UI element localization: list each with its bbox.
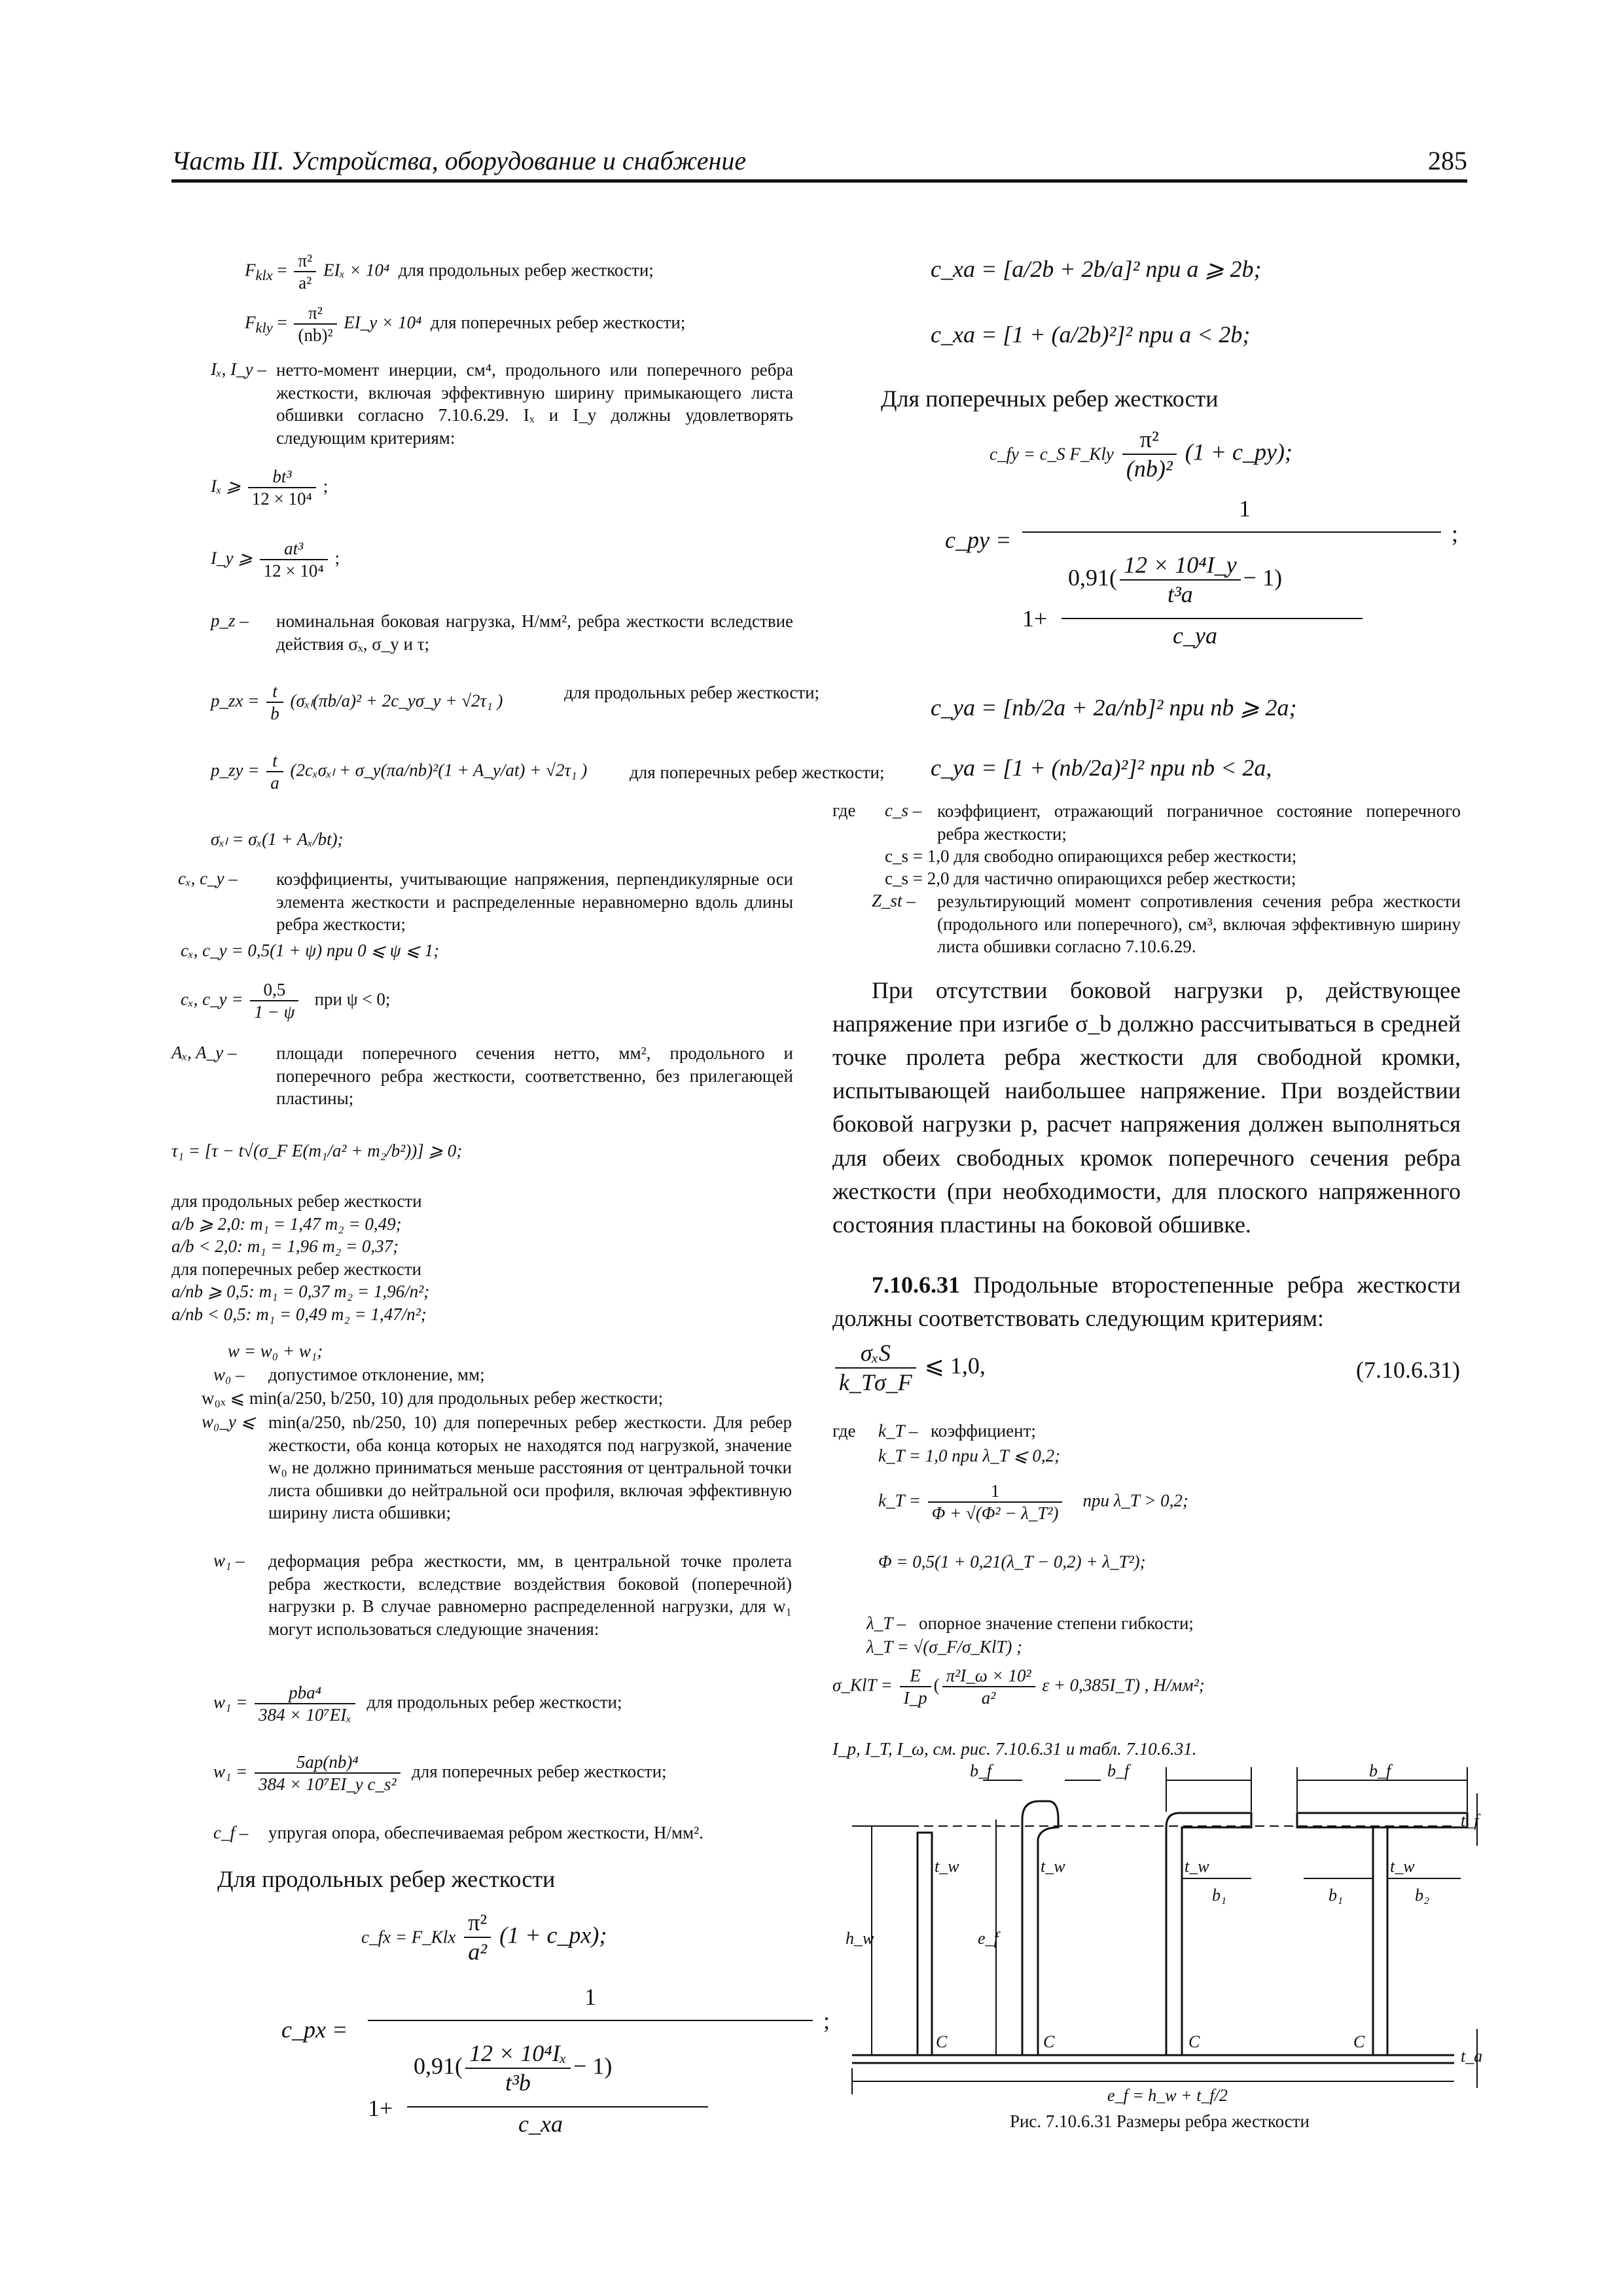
ip-reference: I_p, I_T, I_ω, см. рис. 7.10.6.31 и табл. 7.10.6.31. bbox=[832, 1739, 1197, 1759]
symbol-kt: k_T – bbox=[878, 1421, 918, 1441]
symbol-ixiy: Iₓ, I_y – bbox=[211, 359, 266, 379]
formula-sxe: σₓₗ = σₓ(1 + Aₓ/bt); bbox=[211, 829, 344, 849]
label-tf: t_f bbox=[1461, 1811, 1479, 1830]
symbol-axay: Aₓ, A_y – bbox=[171, 1043, 237, 1062]
def-w0y: min(a/250, nb/250, 10) для поперечных ребер жесткости. Для ребер жесткости, оба конца которых не находятся под нагрузкой, значение w₀ не должно приниматься меньше расстояния от центральной точки листа обшивки до нейтральной оси профиля, включая эффективную ширину листа обшивки; bbox=[268, 1412, 792, 1523]
symbol-w0y: w₀_y ⩽ bbox=[202, 1412, 256, 1431]
label-c-1: C bbox=[936, 2032, 948, 2051]
formula-criterion: $\frac{\text{σₓS}}{k\_T\sigma\_F}$ ⩽ 1,0, bbox=[832, 1339, 986, 1397]
cpx-one-plus: 1+ bbox=[368, 2095, 393, 2121]
label-b2: b₂ bbox=[1415, 1886, 1430, 1905]
label-b1-angle: b₁ bbox=[1212, 1886, 1227, 1905]
symbol-zst: Z_st – bbox=[872, 891, 916, 910]
clause-number: 7.10.6.31 bbox=[872, 1272, 960, 1298]
formula-kt-2: k_T = $\frac{1}{\text{Φ + √(Φ² − λ\_T²)}}$ при λ_T > 0,2; bbox=[878, 1481, 1188, 1524]
m-coefficients bbox=[171, 1190, 630, 1325]
formula-kt-1: k_T = 1,0 при λ_T ⩽ 0,2; bbox=[878, 1446, 1061, 1465]
label-tw-4: t_w bbox=[1390, 1857, 1415, 1876]
paragraph-lateral-load: При отсутствии боковой нагрузки p, действующее напряжение при изгибе σ_b должно рассчитываться в средней точке пролета ребра жесткости для свободной кромки, испытывающей наибольшее напряжение. При воздействии боковой нагрузки p, расчет напряжения должен выполняться для обеих свободных кромок поперечного сечения ребра жесткости (при необходимости, для плоского напряженного состояния пластины на боковой обшивке. bbox=[832, 977, 1461, 1238]
label-b1-tee: b₁ bbox=[1329, 1886, 1344, 1905]
symbol-w1: w₁ – bbox=[213, 1551, 245, 1570]
m-line: a/b < 2,0: m₁ = 1,96 m₂ = 0,37; bbox=[171, 1236, 399, 1257]
symbol-cs: c_s – bbox=[885, 800, 922, 820]
formula-cfy: c_fy = c_S F_Kly $\frac{\text{π²}}{\text{(nb)²}}$ (1 + c_py); bbox=[990, 426, 1293, 482]
cpy-numerator: 1 bbox=[1239, 495, 1251, 522]
formula-lt: λ_T = √(σ_F/σ_KlT) ; bbox=[866, 1637, 1023, 1657]
label-tw-2: t_w bbox=[1041, 1857, 1065, 1876]
cpx-cxa: c_xa bbox=[518, 2111, 563, 2137]
cpx-inner-bar bbox=[407, 2106, 708, 2108]
def-ixiy: нетто-момент инерции, см⁴, продольного или поперечного ребра жесткости, включая эффективную ширину примыкающего листа обшивки согласно 7.10.6.29. Iₓ и I_y должны удовлетворять следующим критериям: bbox=[276, 360, 793, 448]
heading-longitudinal: Для продольных ребер жесткости bbox=[217, 1866, 556, 1892]
stiffener-figure bbox=[832, 1754, 1487, 2108]
label-tw-1: t_w bbox=[935, 1857, 959, 1876]
note-pzy: для поперечных ребер жесткости; bbox=[630, 762, 885, 782]
cpy-denominator: 0,91( $\frac{\text{12 × 10⁴I\_y}}{\text{t³a}}$ − 1) bbox=[1068, 552, 1283, 608]
def-cf: упругая опора, обеспечиваемая ребром жесткости, Н/мм². bbox=[268, 1823, 704, 1842]
formula-cxa-2: c_xa = [1 + (a/2b)²]² при a < 2b; bbox=[931, 321, 1251, 348]
m-line: для продольных ребер жесткости bbox=[171, 1191, 422, 1211]
formula-phi: Φ = 0,5(1 + 0,21(λ_T − 0,2) + λ_T²); bbox=[878, 1552, 1146, 1571]
t-flange bbox=[1297, 1813, 1467, 1827]
label-ta: t_a bbox=[1461, 2047, 1483, 2066]
label-c-3: C bbox=[1188, 2032, 1200, 2051]
def-pz: номинальная боковая нагрузка, Н/мм², ребра жесткости вследствие действия σₓ, σ_y и τ; bbox=[276, 611, 793, 654]
label-ef: e_f bbox=[978, 1929, 999, 1948]
symbol-pz: p_z – bbox=[211, 611, 249, 630]
running-title: Часть III. Устройства, оборудование и снабжение bbox=[171, 146, 747, 175]
formula-cxa-1: c_xa = [a/2b + 2b/a]² при a ⩾ 2b; bbox=[931, 256, 1262, 282]
formula-cfx: c_fx = F_Klx $\frac{\text{π²}}{\text{a²}}$ (1 + c_px); bbox=[361, 1909, 607, 1965]
cpx-semicolon: ; bbox=[823, 2007, 830, 2034]
heading-transverse: Для поперечных ребер жесткости bbox=[881, 386, 1219, 412]
label-hw: h_w bbox=[846, 1929, 874, 1948]
label-bf-2: b_f bbox=[1107, 1761, 1130, 1780]
m-line: a/b ⩾ 2,0: m₁ = 1,47 m₂ = 0,49; bbox=[171, 1213, 402, 1234]
symbol-cxcy: cₓ, c_y – bbox=[178, 869, 238, 888]
formula-cya-2: c_ya = [1 + (nb/2a)²]² при nb < 2a, bbox=[931, 755, 1272, 781]
formula-fklx: $F_{klx}$ = $\frac{\text{π²}}{\text{a²}}$ EIₓ × 10⁴ для продольных ребер жесткости; bbox=[245, 251, 654, 293]
formula-w1-transverse: w₁ = $\frac{\text{5ap(nb)⁴}}{\text{384 × 10⁷EI\_y c\_s²}}$ для поперечных ребер жесткости; bbox=[213, 1752, 667, 1795]
bulb-profile bbox=[1022, 1801, 1058, 2055]
label-c-2: C bbox=[1043, 2032, 1055, 2051]
running-header bbox=[171, 145, 1467, 183]
cpy-cya: c_ya bbox=[1173, 622, 1217, 649]
where-label-2: где bbox=[832, 1421, 856, 1441]
cpy-fraction-bar bbox=[1022, 531, 1441, 533]
def-cs-2: c_s = 2,0 для частично опирающихся ребер жесткости; bbox=[885, 869, 1296, 888]
label-tw-3: t_w bbox=[1185, 1857, 1209, 1876]
note-pzx: для продольных ребер жесткости; bbox=[564, 683, 820, 702]
paragraph-clause: 7.10.6.31 Продольные второстепенные ребра жесткости должны соответствовать следующим критериям: bbox=[832, 1272, 1461, 1332]
formula-cxcy-1: cₓ, c_y = 0,5(1 + ψ) при 0 ⩽ ψ ⩽ 1; bbox=[181, 941, 440, 960]
cpx-numerator: 1 bbox=[584, 1984, 596, 2010]
where-label: где bbox=[832, 800, 856, 820]
label-bf-1: b_f bbox=[970, 1761, 992, 1780]
symbol-w0: w₀ – bbox=[213, 1365, 245, 1384]
def-zst: результирующий момент сопротивления сечения ребра жесткости (продольного или поперечного), см³, включая эффективную ширину листа обшивки согласно 7.10.6.29. bbox=[937, 891, 1461, 957]
figure-caption: Рис. 7.10.6.31 Размеры ребра жесткости bbox=[1009, 2111, 1310, 2131]
def-axay: площади поперечного сечения нетто, мм², продольного и поперечного ребра жесткости, соответственно, без прилегающей пластины; bbox=[276, 1043, 793, 1109]
formula-cxcy-2: cₓ, c_y = $\frac{0,5}{1 - \psi}$ при ψ < 0; bbox=[181, 980, 391, 1022]
def-w1: деформация ребра жесткости, мм, в центральной точке пролета ребра жесткости, вследствие воздействия боковой (поперечной) нагрузки p. В случае равномерно распределенной нагрузки, для w₁ могут использоваться следующие значения: bbox=[268, 1551, 792, 1639]
cpy-inner-bar bbox=[1061, 618, 1363, 619]
formula-pzy: p_zy = $\frac{t}{a}$ (2cₓσₓₗ + σ_y(πa/nb)²(1 + A_y/at) + √2τ₁ ) bbox=[211, 751, 588, 793]
formula-cya-1: c_ya = [nb/2a + 2a/nb]² при nb ⩾ 2a; bbox=[931, 694, 1297, 721]
label-ef-eq: e_f = h_w + t_f/2 bbox=[1107, 2086, 1228, 2105]
t-web bbox=[1373, 1827, 1387, 2055]
formula-fkly: $F_{kly}$ = $\frac{\text{π²}}{\text{(nb)²}}$ EI_y × 10⁴ для поперечных ребер жесткости; bbox=[245, 303, 686, 346]
formula-cpx: c_px = bbox=[281, 2017, 348, 2043]
def-cxcy: коэффициенты, учитывающие напряжения, перпендикулярные оси элемента жесткости и распределенные неравномерно вдоль длины ребра жесткости; bbox=[276, 869, 793, 935]
criterion-ix: Iₓ ⩾ $\frac{\text{bt³}}{\text{12 × 10⁴}}$ ; bbox=[211, 467, 329, 509]
def-lt: опорное значение степени гибкости; bbox=[919, 1613, 1194, 1633]
def-w0x: w₀ₓ ⩽ min(a/250, b/250, 10) для продольных ребер жесткости; bbox=[202, 1388, 664, 1408]
page-number: 285 bbox=[1428, 146, 1467, 175]
def-kt: коэффициент; bbox=[931, 1421, 1036, 1441]
label-c-4: C bbox=[1353, 2032, 1365, 2051]
formula-w: w = w₀ + w₁; bbox=[228, 1341, 323, 1361]
m-line: a/nb < 0,5: m₁ = 0,49 m₂ = 1,47/n²; bbox=[171, 1304, 427, 1324]
def-cs: коэффициент, отражающий пограничное состояние поперечного ребра жесткости; bbox=[937, 801, 1461, 844]
formula-pzx: p_zx = $\frac{t}{b}$ (σₓₗ(πb/a)² + 2c_yσ_y + √2τ₁ ) bbox=[211, 681, 503, 724]
criterion-iy: I_y ⩾ $\frac{\text{at³}}{\text{12 × 10⁴}}$ ; bbox=[211, 539, 340, 581]
cpy-semicolon: ; bbox=[1452, 520, 1459, 547]
m-line: для поперечных ребер жесткости bbox=[171, 1259, 421, 1279]
symbol-cf: c_f – bbox=[213, 1823, 249, 1842]
flat-bar-profile bbox=[918, 1833, 932, 2055]
def-cs-1: c_s = 1,0 для свободно опирающихся ребер жесткости; bbox=[885, 846, 1297, 866]
angle-profile bbox=[1166, 1813, 1251, 2055]
formula-w1-longitudinal: w₁ = $\frac{\text{pba⁴}}{\text{384 × 10⁷EIₓ}}$ для продольных ребер жесткости; bbox=[213, 1683, 622, 1725]
cpx-fraction-bar bbox=[368, 2020, 813, 2021]
m-line: a/nb ⩾ 0,5: m₁ = 0,37 m₂ = 1,96/n²; bbox=[171, 1282, 430, 1302]
formula-cpy: c_py = bbox=[945, 527, 1012, 553]
cpy-one-plus: 1+ bbox=[1022, 605, 1048, 632]
formula-skit: σ_KlT = $\frac{E}{I\_p}$ ( $\frac{\text{π²I\_ω × 10²}}{\text{a²}}$ ε + 0,385I_T) , Н/мм²; bbox=[832, 1666, 1205, 1708]
def-w0: допустимое отклонение, мм; bbox=[268, 1365, 485, 1384]
cpx-denominator: 0,91( $\frac{\text{12 × 10⁴Iₓ}}{\text{t³b}}$ − 1) bbox=[414, 2040, 613, 2096]
formula-tau1: τ₁ = [τ − t√(σ_F E(m₁/a² + m₂/b²))] ⩾ 0; bbox=[171, 1141, 463, 1160]
symbol-lt: λ_T – bbox=[866, 1613, 906, 1633]
equation-number: (7.10.6.31) bbox=[1356, 1357, 1460, 1383]
label-bf-3: b_f bbox=[1369, 1761, 1391, 1780]
